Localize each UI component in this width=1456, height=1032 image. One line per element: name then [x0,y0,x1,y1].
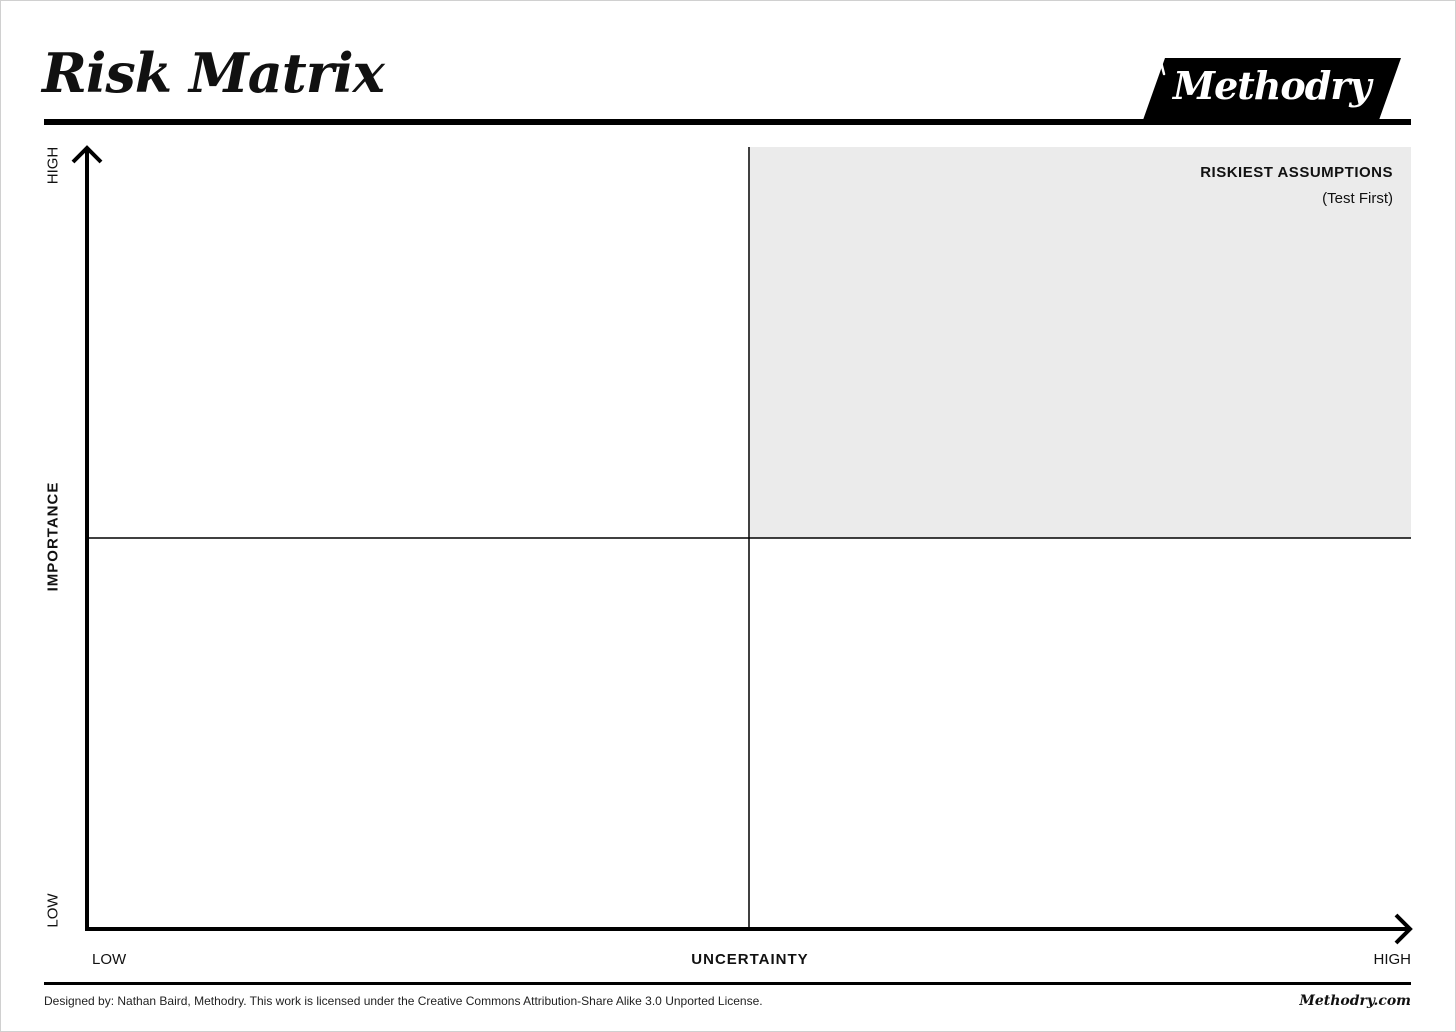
y-axis-low-label: LOW [44,893,62,928]
x-axis-title: UNCERTAINTY [691,951,809,968]
quadrant-title: RISKIEST ASSUMPTIONS [1200,164,1393,181]
quadrant-subtitle: (Test First) [1322,190,1393,207]
x-axis-low-label: LOW [92,951,127,968]
y-axis-title: IMPORTANCE [44,481,62,592]
y-axis-high-label: HIGH [44,146,62,185]
page-title: Risk Matrix [42,41,384,105]
footer-rule [44,982,1411,985]
license-credit: Designed by: Nathan Baird, Methodry. This work is licensed under the Creative Commons Attribution-Share Alike 3.0 Unported License. [44,994,763,1008]
x-axis-high-label: HIGH [1373,951,1411,968]
site-link[interactable]: Methodry.com [1299,993,1411,1009]
logo-text: Methodry [1173,63,1371,108]
